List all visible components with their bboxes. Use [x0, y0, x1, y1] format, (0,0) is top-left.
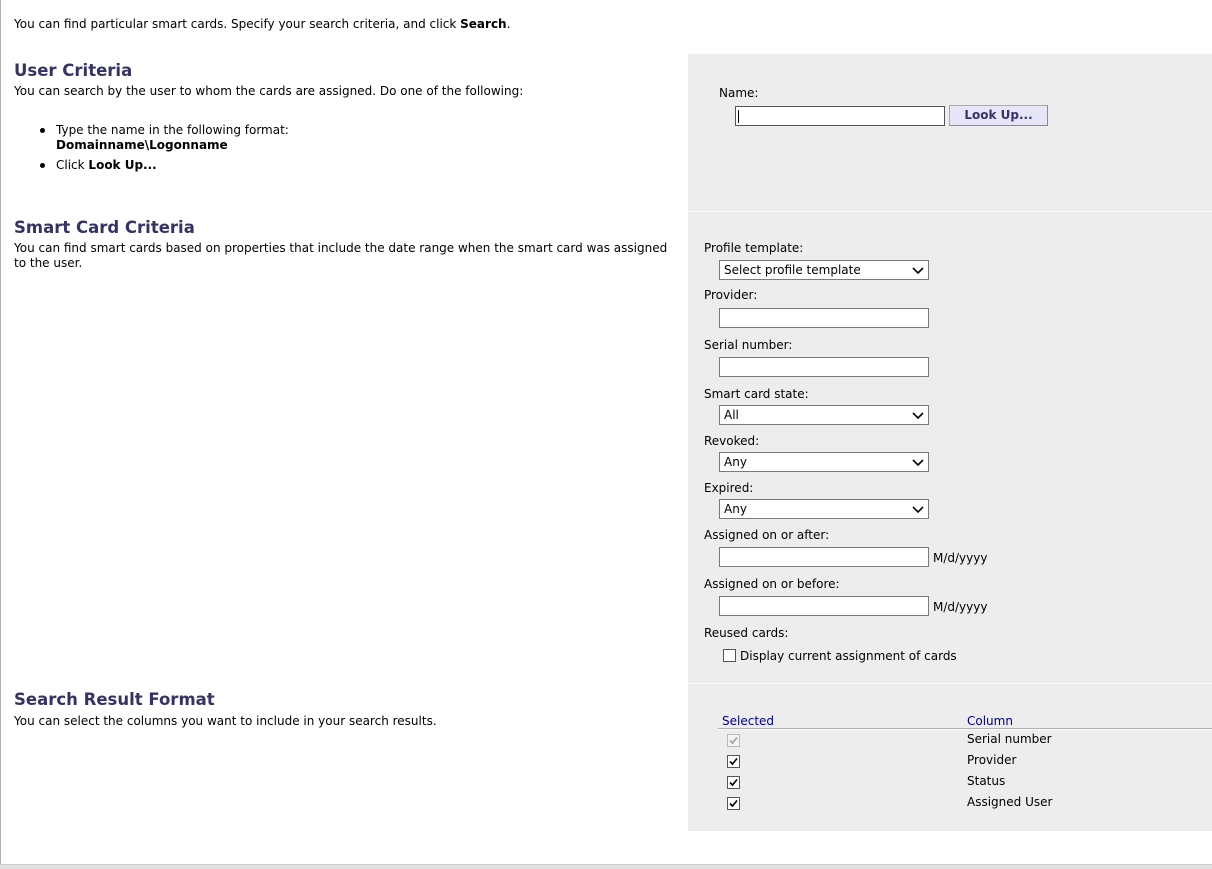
chevron-down-icon: [911, 408, 925, 422]
checkmark-icon: [728, 798, 739, 809]
bullet-item: [40, 158, 289, 173]
profile-template-select[interactable]: [719, 260, 929, 280]
provider-label: Provider:: [704, 288, 758, 302]
assigned-user-column-checkbox[interactable]: [727, 797, 740, 810]
smart-card-criteria-description: You can find smart cards based on properties that include the date range when the smart card was assigned to the user.: [14, 241, 668, 270]
user-criteria-bullets: [40, 123, 289, 173]
table-row-column-name: Serial number: [967, 732, 1052, 746]
table-row-column-name: Assigned User: [967, 795, 1053, 809]
left-border: [0, 0, 1, 866]
revoked-select[interactable]: [719, 452, 929, 472]
expired-label: Expired:: [704, 481, 754, 495]
revoked-value: Any: [724, 455, 747, 469]
bullet-text: Click: [56, 158, 89, 172]
display-current-assignment-label: Display current assignment of cards: [740, 649, 957, 663]
smart-card-state-value: All: [724, 408, 739, 422]
chevron-down-icon: [911, 455, 925, 469]
name-input[interactable]: [735, 106, 945, 126]
bottom-border: [0, 864, 1212, 869]
expired-select[interactable]: [719, 499, 929, 519]
assigned-after-input[interactable]: [719, 547, 929, 567]
date-format-hint: M/d/yyyy: [933, 551, 988, 565]
date-format-hint: M/d/yyyy: [933, 600, 988, 614]
intro-text-main: You can find particular smart cards. Specify your search criteria, and click: [14, 17, 461, 31]
display-current-assignment-checkbox[interactable]: [723, 649, 736, 662]
logon-format: Domainname\Logonname: [56, 138, 228, 152]
name-label: Name:: [719, 86, 759, 100]
assigned-after-label: Assigned on or after:: [704, 528, 830, 542]
bullet-text: Type the name in the following format:: [56, 123, 289, 137]
smart-card-criteria-title: Smart Card Criteria: [14, 218, 195, 237]
serial-number-label: Serial number:: [704, 338, 793, 352]
selected-column-header[interactable]: Selected: [722, 714, 775, 728]
revoked-label: Revoked:: [704, 434, 760, 448]
table-row-column-name: Status: [967, 774, 1006, 788]
user-criteria-description: You can search by the user to whom the cards are assigned. Do one of the following:: [14, 84, 524, 98]
provider-column-checkbox[interactable]: [727, 755, 740, 768]
smart-card-state-select[interactable]: [719, 405, 929, 425]
search-result-format-title: Search Result Format: [14, 690, 215, 709]
chevron-down-icon: [911, 502, 925, 516]
text-caret: [738, 110, 739, 123]
intro-text-bold: Search: [460, 17, 507, 31]
serial-number-column-checkbox: [727, 734, 740, 747]
table-header-divider-highlight: [718, 729, 1212, 730]
look-up-button[interactable]: Look Up...: [949, 105, 1048, 126]
checkmark-icon: [728, 777, 739, 788]
search-result-format-description: You can select the columns you want to include in your search results.: [14, 714, 437, 728]
intro-text: [14, 17, 510, 31]
table-row-column-name: Provider: [967, 753, 1017, 767]
user-criteria-title: User Criteria: [14, 61, 133, 80]
expired-value: Any: [724, 502, 747, 516]
bullet-item: [40, 123, 289, 153]
intro-text-end: .: [506, 17, 511, 31]
chevron-down-icon: [911, 263, 925, 277]
serial-number-input[interactable]: [719, 357, 929, 377]
user-criteria-panel: [688, 54, 1212, 211]
provider-input[interactable]: [719, 308, 929, 328]
reused-cards-label: Reused cards:: [704, 626, 789, 640]
search-result-format-panel: [688, 684, 1212, 831]
smart-card-state-label: Smart card state:: [704, 387, 809, 401]
column-column-header[interactable]: Column: [967, 714, 1013, 728]
assigned-before-input[interactable]: [719, 596, 929, 616]
status-column-checkbox[interactable]: [727, 776, 740, 789]
bullet-bold: Look Up...: [88, 158, 157, 172]
profile-template-value: Select profile template: [724, 263, 861, 277]
profile-template-label: Profile template:: [704, 241, 804, 255]
checkmark-icon: [728, 735, 739, 746]
assigned-before-label: Assigned on or before:: [704, 577, 840, 591]
checkmark-icon: [728, 756, 739, 767]
